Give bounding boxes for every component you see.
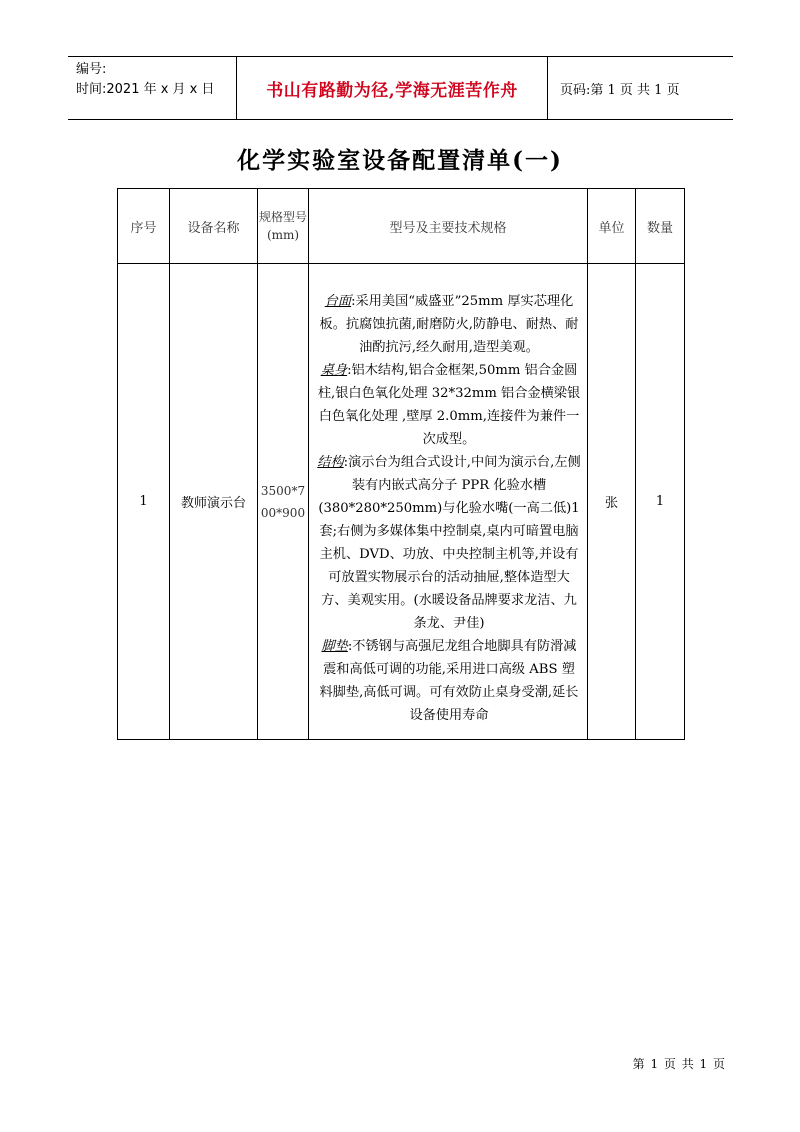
desc-text-structure: :演示台为组合式设计,中间为演示台,左侧装有内嵌式高分子 PPR 化验水槽(380*280*250mm)与化验水嘴(一高二低)1 套;右侧为多媒体集中控制桌,桌内可暗置电脑主机、DVD、功放、中央控制主机等,并设有可放置实物展示台的活动抽屉,整体造型大方、美观实用。(水暖设备品牌要求龙洁、九条龙、尹佳) (318, 455, 581, 631)
header-unit: 单位 (588, 189, 636, 264)
header-motto: 书山有路勤为径,学海无涯苦作舟 (236, 57, 548, 119)
page-footer: 第 1 页 共 1 页 (632, 1057, 726, 1071)
cell-spec: 3500*700*900 (258, 264, 309, 740)
header-page-info: 页码:第 1 页 共 1 页 (560, 82, 680, 98)
header-qty: 数量 (636, 189, 685, 264)
header-meta (68, 57, 236, 119)
header-spec: 规格型号(mm) (258, 189, 309, 264)
page-header (68, 56, 733, 120)
cell-name: 教师演示台 (170, 264, 258, 740)
table-header-row (118, 189, 685, 264)
desc-label-feet: 脚垫 (321, 639, 348, 654)
desc-label-structure: 结构 (317, 455, 344, 470)
cell-desc (309, 264, 588, 740)
desc-text-feet: :不锈钢与高强尼龙组合地脚具有防滑减震和高低可调的功能,采用进口高级 ABS 塑料脚垫,高低可调。可有效防止桌身受潮,延长设备使用寿命 (319, 639, 579, 723)
doc-time: 时间:2021 年 x 月 x 日 (76, 82, 215, 97)
equipment-table (117, 188, 685, 740)
cell-unit: 张 (588, 264, 636, 740)
header-seq: 序号 (118, 189, 170, 264)
desc-text-body: :铝木结构,铝合金框架,50mm 铝合金圆柱,银白色氧化处理 32*32mm 铝合金横梁银白色氧化处理 ,壁厚 2.0mm,连接件为兼件一次成型。 (317, 363, 581, 447)
cell-qty: 1 (636, 264, 685, 740)
cell-seq: 1 (118, 264, 170, 740)
header-desc: 型号及主要技术规格 (309, 189, 588, 264)
header-name: 设备名称 (170, 189, 258, 264)
document-title: 化学实验室设备配置清单(一) (237, 147, 563, 174)
doc-number-label: 编号: (76, 62, 107, 77)
table-row (118, 264, 685, 740)
desc-label-body: 桌身 (320, 363, 348, 378)
desc-text-countertop: :采用美国“威盛亚”25mm 厚实芯理化板。抗腐蚀抗菌,耐磨防火,防静电、耐热、耐油酌抗污,经久耐用,造型美观。 (319, 294, 579, 355)
desc-label-countertop: 台面 (324, 294, 352, 309)
